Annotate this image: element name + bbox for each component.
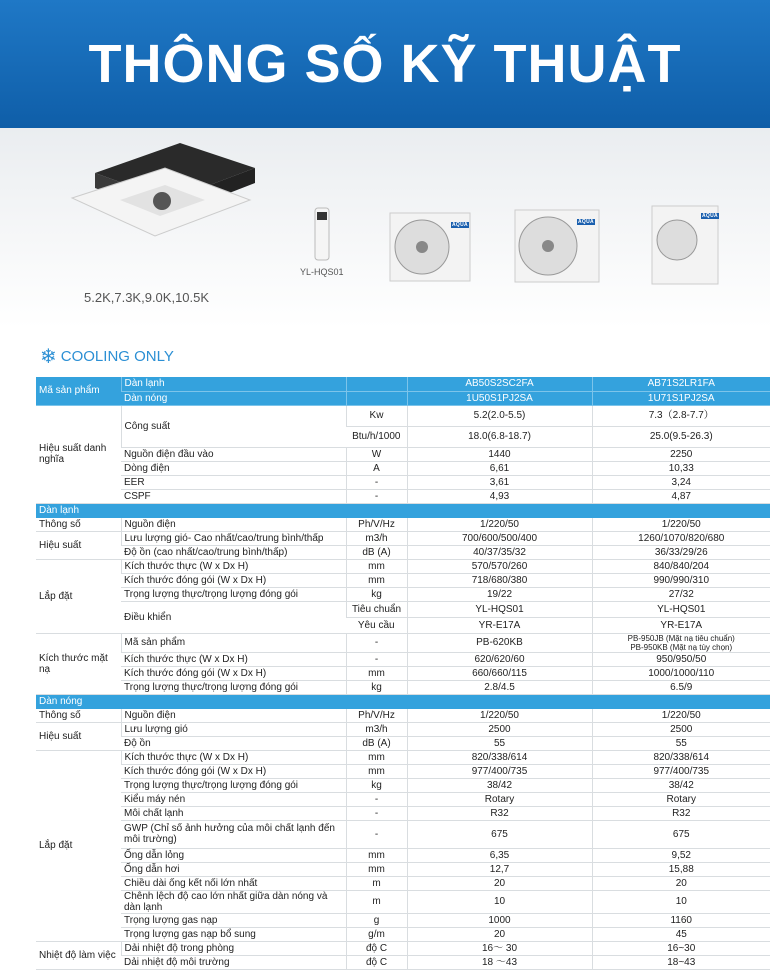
table-cell bbox=[121, 694, 346, 708]
group-label: Lắp đặt bbox=[36, 750, 121, 941]
table-cell: Lưu lượng gió bbox=[121, 722, 346, 736]
table-cell: Chênh lệch độ cao lớn nhất giữa dàn nóng và dàn lạnh bbox=[121, 890, 346, 913]
group-label: Hiệu suất bbox=[36, 531, 121, 559]
table-cell: Dải nhiệt độ trong phòng bbox=[121, 941, 346, 955]
table-row bbox=[36, 573, 770, 587]
table-cell: Công suất bbox=[121, 405, 346, 447]
table-cell: Trọng lượng thực/trọng lượng đóng gói bbox=[121, 680, 346, 694]
table-cell: 990/990/310 bbox=[592, 573, 770, 587]
table-cell: 1/220/50 bbox=[407, 708, 592, 722]
table-cell: 25.0(9.5-26.3) bbox=[592, 426, 770, 447]
table-cell: Độ ồn bbox=[121, 736, 346, 750]
table-cell: 675 bbox=[407, 820, 592, 848]
table-cell: 10,33 bbox=[592, 461, 770, 475]
table-cell: độ C bbox=[346, 941, 407, 955]
table-cell: Độ ồn (cao nhất/cao/trung bình/thấp) bbox=[121, 545, 346, 559]
brand-logo-unit-1: AQUA bbox=[452, 222, 468, 228]
table-cell: 2500 bbox=[407, 722, 592, 736]
table-cell bbox=[346, 391, 407, 405]
table-cell: 620/620/60 bbox=[407, 652, 592, 666]
table-cell: 840/840/204 bbox=[592, 559, 770, 573]
remote-control-image bbox=[315, 208, 329, 260]
title-banner bbox=[0, 0, 770, 128]
table-cell: mm bbox=[346, 764, 407, 778]
table-cell: 2500 bbox=[592, 722, 770, 736]
table-cell: YR-E17A bbox=[407, 617, 592, 633]
panel-code: PB-950JB (Mặt nạ tiêu chuẩn) bbox=[627, 633, 735, 643]
table-cell: 6.5/9 bbox=[592, 680, 770, 694]
table-cell: Nguồn điện bbox=[121, 517, 346, 531]
table-cell: 820/338/614 bbox=[592, 750, 770, 764]
brand-logo-unit-3: AQUA bbox=[702, 213, 718, 219]
table-cell: kg bbox=[346, 680, 407, 694]
table-cell: 2250 bbox=[592, 447, 770, 461]
table-cell: 977/400/735 bbox=[407, 764, 592, 778]
table-row bbox=[36, 489, 770, 503]
table-row bbox=[36, 764, 770, 778]
table-cell bbox=[407, 694, 592, 708]
table-cell: độ C bbox=[346, 955, 407, 969]
table-cell: Ống dẫn hơi bbox=[121, 862, 346, 876]
table-cell: 7.3（2.8-7.7） bbox=[592, 405, 770, 426]
table-cell: Điều khiển bbox=[121, 601, 346, 633]
table-cell: - bbox=[346, 652, 407, 666]
table-row bbox=[36, 941, 770, 955]
table-cell: Dàn nóng bbox=[121, 391, 346, 405]
table-cell: 1440 bbox=[407, 447, 592, 461]
table-cell: W bbox=[346, 447, 407, 461]
table-cell bbox=[346, 503, 407, 517]
table-cell: 1260/1070/820/680 bbox=[592, 531, 770, 545]
group-label: Lắp đặt bbox=[36, 559, 121, 633]
section-header: Dàn lạnh bbox=[36, 503, 121, 517]
table-cell: Kích thước thực (W x Dx H) bbox=[121, 652, 346, 666]
table-cell: 20 bbox=[407, 876, 592, 890]
table-row bbox=[36, 862, 770, 876]
cassette-unit-image bbox=[72, 143, 255, 236]
table-cell bbox=[592, 633, 770, 652]
table-cell: - bbox=[346, 792, 407, 806]
table-cell: 4,93 bbox=[407, 489, 592, 503]
table-cell: 660/660/115 bbox=[407, 666, 592, 680]
table-row bbox=[36, 694, 770, 708]
table-cell: 40/37/35/32 bbox=[407, 545, 592, 559]
table-cell: R32 bbox=[407, 806, 592, 820]
table-cell: m3/h bbox=[346, 531, 407, 545]
table-row bbox=[36, 955, 770, 969]
table-cell: 1/220/50 bbox=[407, 517, 592, 531]
table-cell: Ph/V/Hz bbox=[346, 517, 407, 531]
table-cell bbox=[346, 377, 407, 391]
table-cell: 6,61 bbox=[407, 461, 592, 475]
table-cell: 18.0(6.8-18.7) bbox=[407, 426, 592, 447]
table-cell: Kích thước thực (W x Dx H) bbox=[121, 559, 346, 573]
cooling-only-heading bbox=[40, 344, 174, 369]
table-cell: YL-HQS01 bbox=[592, 601, 770, 617]
spec-table bbox=[36, 377, 770, 970]
table-cell: Kích thước đóng gói (W x Dx H) bbox=[121, 573, 346, 587]
table-cell: Kích thước đóng gói (W x Dx H) bbox=[121, 666, 346, 680]
table-cell: kg bbox=[346, 587, 407, 601]
section-header: Dàn nóng bbox=[36, 694, 121, 708]
table-cell: PB-620KB bbox=[407, 633, 592, 652]
table-cell: 38/42 bbox=[592, 778, 770, 792]
table-row bbox=[36, 913, 770, 927]
table-cell: Trọng lượng thực/trọng lượng đóng gói bbox=[121, 587, 346, 601]
table-cell: Môi chất lạnh bbox=[121, 806, 346, 820]
group-label: Thông số bbox=[36, 517, 121, 531]
table-cell bbox=[346, 694, 407, 708]
table-cell: m3/h bbox=[346, 722, 407, 736]
table-cell: 16～ 30 bbox=[407, 941, 592, 955]
table-row bbox=[36, 778, 770, 792]
table-cell: Chiều dài ống kết nối lớn nhất bbox=[121, 876, 346, 890]
table-row bbox=[36, 736, 770, 750]
table-cell: R32 bbox=[592, 806, 770, 820]
table-row bbox=[36, 601, 770, 617]
table-row bbox=[36, 503, 770, 517]
table-row bbox=[36, 652, 770, 666]
table-cell: 718/680/380 bbox=[407, 573, 592, 587]
table-cell: 45 bbox=[592, 927, 770, 941]
table-cell: Nguồn điện bbox=[121, 708, 346, 722]
table-row bbox=[36, 405, 770, 426]
cooling-only-label: COOLING ONLY bbox=[60, 348, 174, 365]
table-cell: Kích thước thực (W x Dx H) bbox=[121, 750, 346, 764]
table-cell: 6,35 bbox=[407, 848, 592, 862]
table-cell: A bbox=[346, 461, 407, 475]
table-cell: 20 bbox=[407, 927, 592, 941]
table-cell: g bbox=[346, 913, 407, 927]
table-cell: Rotary bbox=[592, 792, 770, 806]
table-cell: EER bbox=[121, 475, 346, 489]
table-cell: Trọng lượng gas nạp bbox=[121, 913, 346, 927]
table-cell: 820/338/614 bbox=[407, 750, 592, 764]
table-cell: mm bbox=[346, 750, 407, 764]
table-cell: 675 bbox=[592, 820, 770, 848]
group-label: Hiệu suất bbox=[36, 722, 121, 750]
table-row bbox=[36, 587, 770, 601]
table-cell: Lưu lượng gió- Cao nhất/cao/trung bình/thấp bbox=[121, 531, 346, 545]
table-row bbox=[36, 792, 770, 806]
table-cell: Ống dẫn lỏng bbox=[121, 848, 346, 862]
table-cell: 1000/1000/110 bbox=[592, 666, 770, 680]
table-row bbox=[36, 517, 770, 531]
table-cell bbox=[592, 694, 770, 708]
table-row bbox=[36, 890, 770, 913]
group-label: Thông số bbox=[36, 708, 121, 722]
table-cell: Kw bbox=[346, 405, 407, 426]
table-cell: 1000 bbox=[407, 913, 592, 927]
table-cell: 1/220/50 bbox=[592, 708, 770, 722]
table-cell: 977/400/735 bbox=[592, 764, 770, 778]
table-cell: AB71S2LR1FA bbox=[592, 377, 770, 391]
table-cell: 1160 bbox=[592, 913, 770, 927]
table-cell: Dòng điện bbox=[121, 461, 346, 475]
table-cell: Dải nhiệt độ môi trường bbox=[121, 955, 346, 969]
table-cell bbox=[121, 503, 346, 517]
table-cell: CSPF bbox=[121, 489, 346, 503]
remote-label: YL-HQS01 bbox=[300, 267, 344, 277]
table-cell: kg bbox=[346, 778, 407, 792]
table-cell: 20 bbox=[592, 876, 770, 890]
brand-logo-unit-2: AQUA bbox=[578, 219, 594, 225]
table-cell: AB50S2SC2FA bbox=[407, 377, 592, 391]
table-cell: m bbox=[346, 876, 407, 890]
table-cell: 950/950/50 bbox=[592, 652, 770, 666]
table-row bbox=[36, 708, 770, 722]
table-cell: 5.2(2.0-5.5) bbox=[407, 405, 592, 426]
table-cell: - bbox=[346, 806, 407, 820]
table-cell: 1U71S1PJ2SA bbox=[592, 391, 770, 405]
table-cell: 1/220/50 bbox=[592, 517, 770, 531]
table-cell bbox=[407, 503, 592, 517]
table-row bbox=[36, 545, 770, 559]
table-cell: mm bbox=[346, 862, 407, 876]
table-row bbox=[36, 848, 770, 862]
table-row bbox=[36, 447, 770, 461]
table-cell: 36/33/29/26 bbox=[592, 545, 770, 559]
table-row bbox=[36, 666, 770, 680]
table-cell: 2.8/4.5 bbox=[407, 680, 592, 694]
table-cell: - bbox=[346, 820, 407, 848]
table-cell: 570/570/260 bbox=[407, 559, 592, 573]
table-row bbox=[36, 820, 770, 848]
table-cell: Tiêu chuẩn bbox=[346, 601, 407, 617]
table-cell: mm bbox=[346, 559, 407, 573]
table-cell: Nguồn điện đầu vào bbox=[121, 447, 346, 461]
table-cell: Dàn lạnh bbox=[121, 377, 346, 391]
table-cell: YL-HQS01 bbox=[407, 601, 592, 617]
table-cell: 55 bbox=[407, 736, 592, 750]
table-cell: Mã sản phẩm bbox=[121, 633, 346, 652]
table-cell: g/m bbox=[346, 927, 407, 941]
panel-code: PB-950KB (Mặt nạ tùy chọn) bbox=[630, 642, 733, 652]
table-cell bbox=[592, 503, 770, 517]
table-cell: Kích thước đóng gói (W x Dx H) bbox=[121, 764, 346, 778]
table-cell: 700/600/500/400 bbox=[407, 531, 592, 545]
table-cell: 10 bbox=[407, 890, 592, 913]
table-cell: dB (A) bbox=[346, 545, 407, 559]
table-cell: m bbox=[346, 890, 407, 913]
table-cell: Trọng lượng thực/trọng lượng đóng gói bbox=[121, 778, 346, 792]
table-row bbox=[36, 377, 770, 391]
group-label: Kích thước mặt nạ bbox=[36, 633, 121, 694]
table-cell: 18 ～43 bbox=[407, 955, 592, 969]
capacity-list: 5.2K,7.3K,9.0K,10.5K bbox=[84, 290, 210, 305]
table-cell: - bbox=[346, 475, 407, 489]
table-cell: - bbox=[346, 633, 407, 652]
group-label: Hiệu suất danh nghĩa bbox=[36, 405, 121, 503]
table-cell: dB (A) bbox=[346, 736, 407, 750]
table-row bbox=[36, 750, 770, 764]
table-cell: Ph/V/Hz bbox=[346, 708, 407, 722]
table-cell: 18~43 bbox=[592, 955, 770, 969]
table-row bbox=[36, 633, 770, 652]
table-cell: 12,7 bbox=[407, 862, 592, 876]
table-row bbox=[36, 391, 770, 405]
table-cell: GWP (Chỉ số ảnh hưởng của môi chất lạnh đến môi trường) bbox=[121, 820, 346, 848]
table-row bbox=[36, 876, 770, 890]
table-cell: 3,61 bbox=[407, 475, 592, 489]
table-row bbox=[36, 680, 770, 694]
table-cell: Btu/h/1000 bbox=[346, 426, 407, 447]
table-cell: 10 bbox=[592, 890, 770, 913]
snowflake-icon: ❄ bbox=[40, 346, 57, 368]
table-row bbox=[36, 559, 770, 573]
table-cell: mm bbox=[346, 848, 407, 862]
table-row bbox=[36, 722, 770, 736]
table-row bbox=[36, 461, 770, 475]
table-cell: Rotary bbox=[407, 792, 592, 806]
table-cell: Yêu cầu bbox=[346, 617, 407, 633]
table-row bbox=[36, 927, 770, 941]
table-cell: 38/42 bbox=[407, 778, 592, 792]
table-cell: 1U50S1PJ2SA bbox=[407, 391, 592, 405]
table-cell: mm bbox=[346, 666, 407, 680]
table-cell: Kiểu máy nén bbox=[121, 792, 346, 806]
page-title: THÔNG SỐ KỸ THUẬT bbox=[88, 34, 682, 94]
table-cell: 27/32 bbox=[592, 587, 770, 601]
table-cell: 3,24 bbox=[592, 475, 770, 489]
table-cell: 16~30 bbox=[592, 941, 770, 955]
table-cell: 55 bbox=[592, 736, 770, 750]
table-row bbox=[36, 531, 770, 545]
table-row bbox=[36, 806, 770, 820]
table-cell: 4,87 bbox=[592, 489, 770, 503]
table-cell: mm bbox=[346, 573, 407, 587]
table-cell: 19/22 bbox=[407, 587, 592, 601]
table-cell: 9,52 bbox=[592, 848, 770, 862]
table-cell: 15,88 bbox=[592, 862, 770, 876]
table-cell: - bbox=[346, 489, 407, 503]
group-label: Mã sản phẩm bbox=[36, 377, 121, 405]
group-label: Nhiệt độ làm việc bbox=[36, 941, 121, 969]
table-cell: Trọng lượng gas nạp bổ sung bbox=[121, 927, 346, 941]
table-row bbox=[36, 475, 770, 489]
table-cell: YR-E17A bbox=[592, 617, 770, 633]
